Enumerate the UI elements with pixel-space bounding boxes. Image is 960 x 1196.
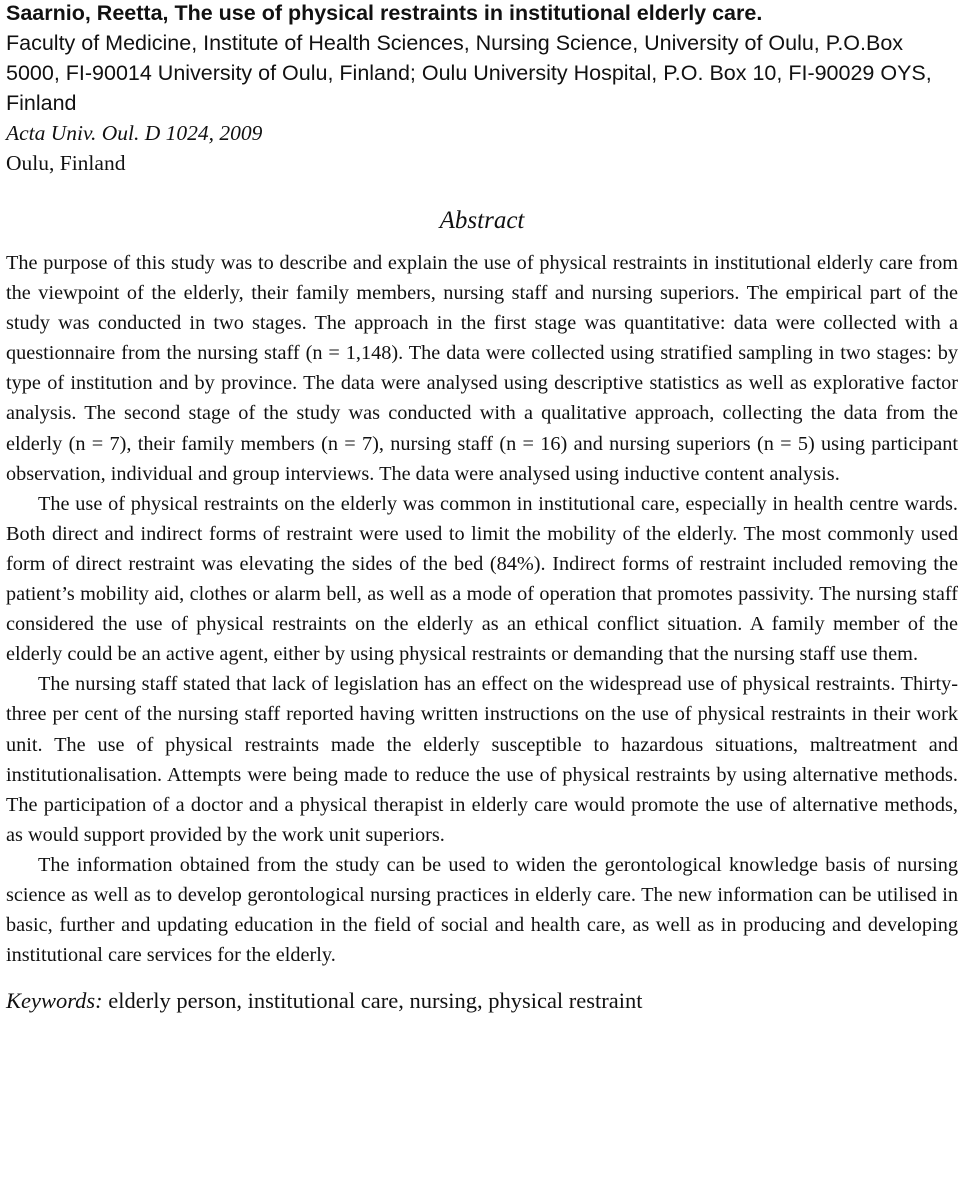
keywords-text: elderly person, institutional care, nursing, physical restraint xyxy=(108,988,643,1014)
citation-title: Saarnio, Reetta, The use of physical restraints in institutional elderly care. xyxy=(6,1,763,25)
citation-affiliation: Faculty of Medicine, Institute of Health Sciences, Nursing Science, University of Oulu, P.O.Box 5000, FI-90014 University of Oulu, Finland; Oulu University Hospital, P.O. Box 10, FI-90029 OYS, Finland xyxy=(6,31,932,115)
abstract-paragraph: The nursing staff stated that lack of legislation has an effect on the widespread use of physical restraints. Thirty-three per cent of the nursing staff reported having written instructions on the use of physical restraints in their work unit. The use of physical restraints made the elderly susceptible to hazardous situations, maltreatment and institutionalisation. Attempts were being made to reduce the use of physical restraints by using alternative methods. The participation of a doctor and a physical therapist in elderly care would promote the use of alternative methods, as would support provided by the work unit superiors. xyxy=(6,673,958,846)
abstract-paragraph: The use of physical restraints on the elderly was common in institutional care, especially in health centre wards. Both direct and indirect forms of restraint were used to limit the mobility of the elderly. The most commonly used form of direct restraint was elevating the sides of the bed (84%). Indirect forms of restraint included removing the patient’s mobility aid, clothes or alarm bell, as well as a mode of operation that promotes passivity. The nursing staff considered the use of physical restraints on the elderly as an ethical conflict situation. A family member of the elderly could be an active agent, either by using physical restraints or demanding that the nursing staff use them. xyxy=(6,492,958,666)
citation-journal: Acta Univ. Oul. D 1024, 2009 xyxy=(6,121,263,145)
abstract-body xyxy=(6,248,958,970)
keywords-line xyxy=(6,986,958,1016)
citation-place: Oulu, Finland xyxy=(6,151,126,175)
abstract-paragraph: The purpose of this study was to describe and explain the use of physical restraints in institutional elderly care from the viewpoint of the elderly, their family members, nursing staff and nursing superiors. The empirical part of the study was conducted in two stages. The approach in the first stage was quantitative: data were collected with a questionnaire from the nursing staff (n = 1,148). The data were collected using stratified sampling in two stages: by type of institution and by province. The data were analysed using descriptive statistics as well as explorative factor analysis. The second stage of the study was conducted with a qualitative approach, collecting the data from the elderly (n = 7), their family members (n = 7), nursing staff (n = 16) and nursing superiors (n = 5) using participant observation, individual and group interviews. The data were analysed using inductive content analysis. xyxy=(6,252,958,485)
abstract-paragraph: The information obtained from the study can be used to widen the gerontological knowledge basis of nursing science as well as to develop gerontological nursing practices in elderly care. The new information can be utilised in basic, further and updating education in the field of social and health care, as well as in producing and developing institutional care services for the elderly. xyxy=(6,853,958,967)
keywords-label: Keywords: xyxy=(6,988,103,1014)
citation-header xyxy=(6,0,958,178)
abstract-heading: Abstract xyxy=(439,207,525,234)
